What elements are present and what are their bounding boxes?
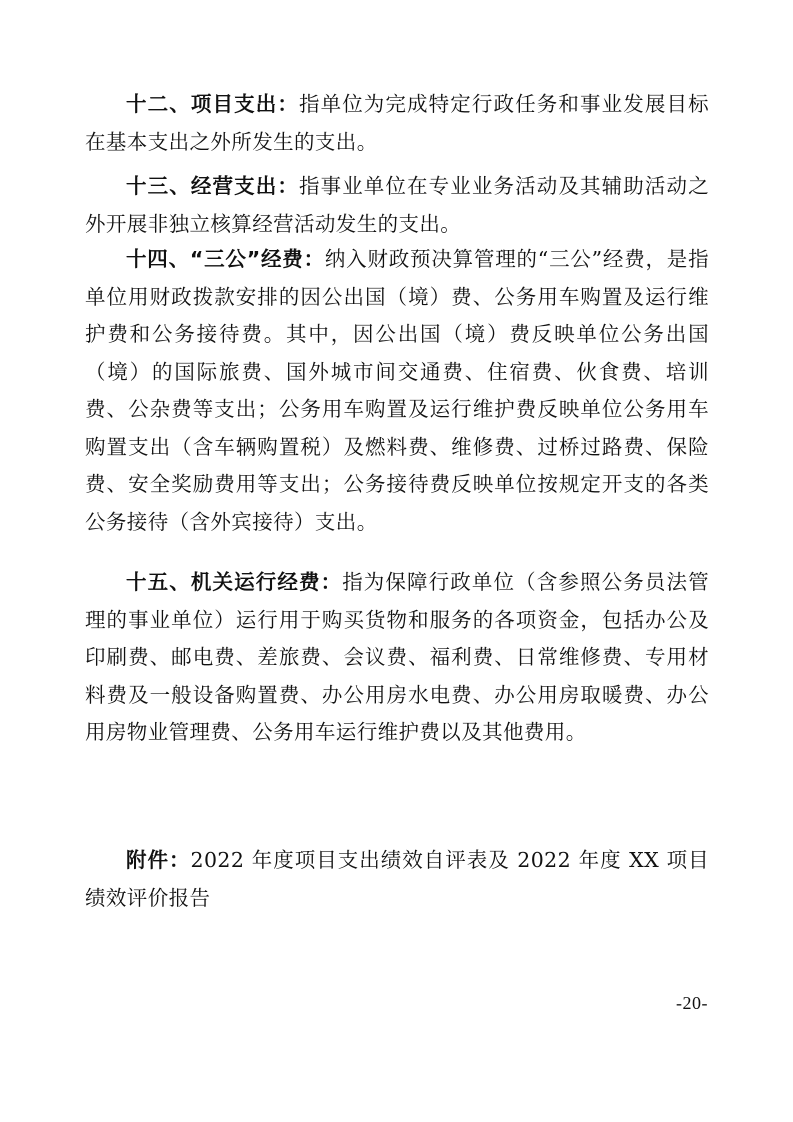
section-agency-operating-expenses xyxy=(85,564,709,752)
section-text: 指单位为完成特定行政任务和事业发展目标在基本支出之外所发生的支出。 xyxy=(85,92,709,154)
attachment-text: 2022 年度项目支出绩效自评表及 2022 年度 XX 项目绩效评价报告 xyxy=(85,848,709,910)
section-text: 指事业单位在专业业务活动及其辅助活动之外开展非独立核算经营活动发生的支出。 xyxy=(85,174,709,236)
section-term: 十三、经营支出： xyxy=(126,174,299,198)
attachment-note xyxy=(85,842,709,917)
section-operating-expenditure xyxy=(85,168,709,243)
section-term: 十二、项目支出： xyxy=(126,92,299,116)
section-text: 指为保障行政单位（含参照公务员法管理的事业单位）运行用于购买货物和服务的各项资金，包括办公及印刷费、邮电费、差旅费、会议费、福利费、日常维修费、专用材料费及一般设备购置费、办公用房水电费、办公用房取暖费、办公用房物业管理费、公务用车运行维护费以及其他费用。 xyxy=(85,570,709,744)
section-term: 十四、“三公”经费： xyxy=(126,247,325,271)
section-three-public-expenses xyxy=(85,241,709,541)
section-text: 纳入财政预决算管理的“三公”经费，是指单位用财政拨款安排的因公出国（境）费、公务用车购置及运行维护费和公务接待费。其中，因公出国（境）费反映单位公务出国（境）的国际旅费、国外城市间交通费、住宿费、伙食费、培训费、公杂费等支出；公务用车购置及运行维护费反映单位公务用车购置支出（含车辆购置税）及燃料费、维修费、过桥过路费、保险费、安全奖励费用等支出；公务接待费反映单位按规定开支的各类公务接待（含外宾接待）支出。 xyxy=(85,247,709,534)
section-project-expenditure xyxy=(85,86,709,161)
section-term: 十五、机关运行经费： xyxy=(126,570,343,594)
page-number: -20- xyxy=(676,993,708,1013)
attachment-label: 附件： xyxy=(126,848,191,872)
